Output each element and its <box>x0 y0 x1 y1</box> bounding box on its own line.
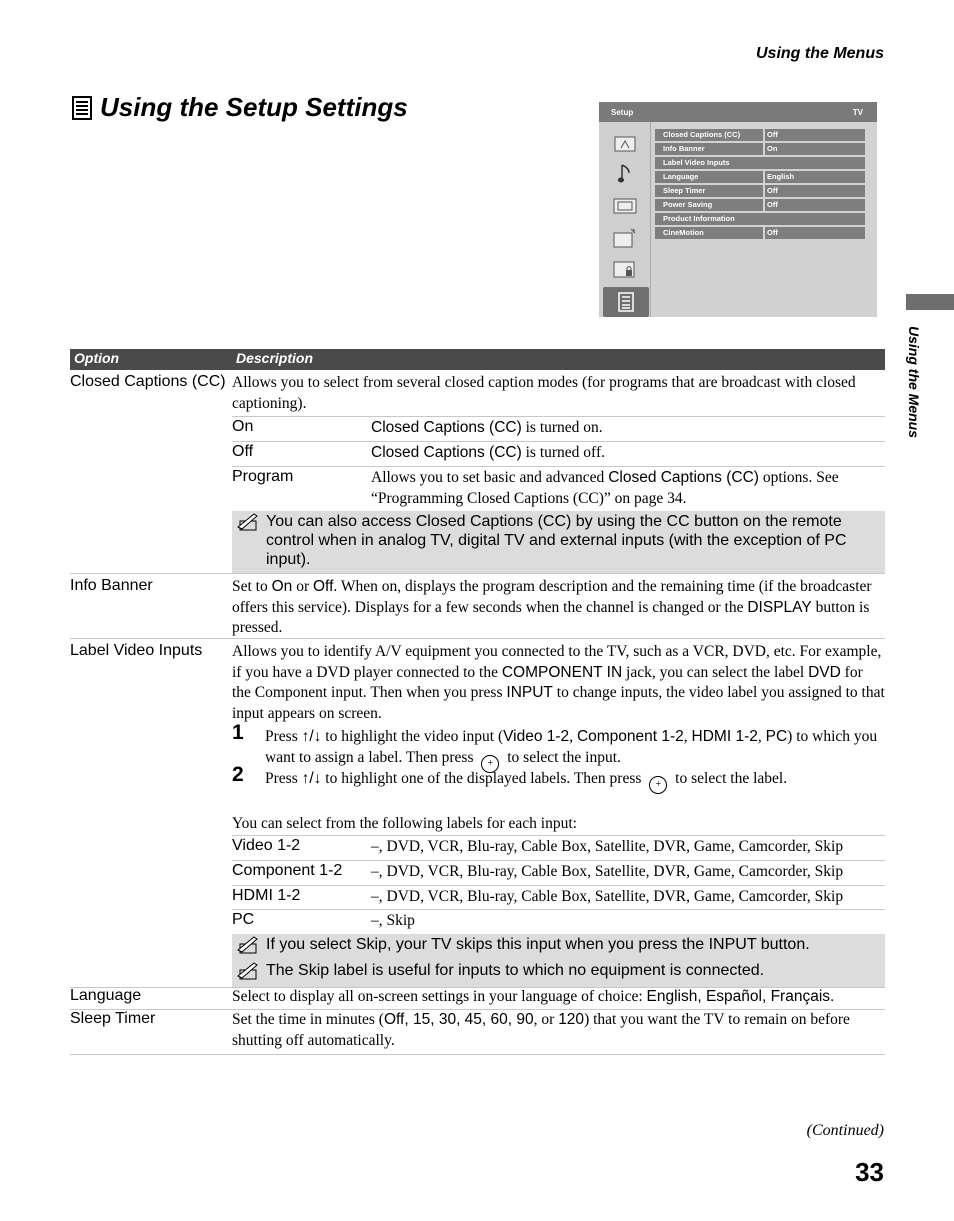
header-description: Description <box>236 350 314 366</box>
note-box <box>232 934 885 987</box>
table-row <box>70 639 885 988</box>
parental-lock-icon <box>607 256 643 284</box>
sub-value: Closed Captions (CC) is turned off. <box>371 444 605 461</box>
step-number: 1 <box>232 721 244 744</box>
page-number: 33 <box>855 1157 884 1187</box>
osd-row-value: On <box>767 144 778 153</box>
osd-row <box>655 157 865 169</box>
table-header <box>70 349 885 370</box>
side-tab-label: Using the Menus <box>906 326 922 439</box>
osd-row-label: Label Video Inputs <box>663 158 730 167</box>
setup-list-icon <box>72 96 92 120</box>
osd-header-input: TV <box>852 108 863 117</box>
osd-row-value: English <box>767 172 795 181</box>
osd-row <box>655 213 865 225</box>
option-label: Closed Captions (CC) <box>70 373 226 390</box>
osd-row-label: CineMotion <box>663 228 704 237</box>
sub-key: Off <box>232 443 254 460</box>
input-label-options: –, DVD, VCR, Blu-ray, Cable Box, Satellite, DVR, Game, Camcorder, Skip <box>371 838 844 855</box>
page-title-text: Using the Setup Settings <box>100 92 408 122</box>
osd-row-label: Closed Captions (CC) <box>663 130 741 139</box>
input-label-row <box>232 885 885 909</box>
enter-button-icon: + <box>481 755 499 773</box>
input-name: Video 1-2 <box>232 837 301 854</box>
note-text: If you select Skip, your TV skips this input when you press the INPUT button. <box>266 936 810 953</box>
input-label-row <box>232 860 885 885</box>
osd-row <box>655 185 865 197</box>
input-name: PC <box>232 911 255 928</box>
option-description: Select to display all on-screen settings in your language of choice: English, Español, Français. <box>232 988 835 1005</box>
step-text: Press ↑/↓ to highlight the video input (Video 1-2, Component 1-2, HDMI 1-2, PC) to which you want to assign a label. Then press + to select the input. <box>265 727 885 773</box>
osd-row <box>655 129 865 141</box>
table-row <box>70 988 885 1010</box>
setup-icon <box>603 287 649 317</box>
side-tab-bar <box>906 294 954 310</box>
note-pencil-icon <box>236 962 262 980</box>
picture-icon <box>607 130 643 158</box>
osd-header <box>599 102 877 122</box>
option-label: Label Video Inputs <box>70 642 203 659</box>
osd-row-value: Off <box>767 130 778 139</box>
sub-value: Closed Captions (CC) is turned on. <box>371 419 603 436</box>
option-label: Sleep Timer <box>70 1010 156 1027</box>
page-title <box>72 92 408 123</box>
osd-row-value: Off <box>767 200 778 209</box>
input-label-options: –, DVD, VCR, Blu-ray, Cable Box, Satellite, DVR, Game, Camcorder, Skip <box>371 888 844 905</box>
sound-icon <box>607 160 643 188</box>
osd-row <box>655 143 865 155</box>
sub-row <box>232 416 885 441</box>
sub-key: Program <box>232 468 294 485</box>
osd-category-column <box>599 122 651 317</box>
step-text: Press ↑/↓ to highlight one of the displayed labels. Then press + to select the label. <box>265 769 885 794</box>
channel-icon <box>607 224 643 252</box>
osd-header-title: Setup <box>611 108 634 117</box>
input-label-row <box>232 909 885 934</box>
input-name: HDMI 1-2 <box>232 887 301 904</box>
step-number: 2 <box>232 763 244 786</box>
option-description: Set the time in minutes (Off, 15, 30, 45, 60, 90, or 120) that you want the TV to remain on before shutting off automatically. <box>232 1011 850 1049</box>
osd-row-label: Info Banner <box>663 144 705 153</box>
osd-row-value: Off <box>767 228 778 237</box>
note-text: You can also access Closed Captions (CC) by using the CC button on the remote control when in analog TV, digital TV and external inputs (with the exception of PC input). <box>266 513 847 568</box>
header-option: Option <box>74 350 120 366</box>
osd-row <box>655 171 865 183</box>
input-label-options: –, DVD, VCR, Blu-ray, Cable Box, Satellite, DVR, Game, Camcorder, Skip <box>371 863 844 880</box>
osd-row-label: Language <box>663 172 699 181</box>
setup-menu-screenshot <box>599 102 877 317</box>
continued-note: (Continued) <box>806 1122 884 1139</box>
table-row <box>70 574 885 639</box>
labels-intro: You can select from the following labels for each input: <box>232 815 577 832</box>
note-box <box>232 511 885 573</box>
sub-value: Allows you to set basic and advanced Closed Captions (CC) options. See “Programming Closed Captions (CC)” on page 34. <box>371 469 839 507</box>
osd-row-label: Sleep Timer <box>663 186 706 195</box>
option-description: Set to On or Off. When on, displays the program description and the remaining time (if the broadcaster offers this service). Displays for a few seconds when the channel is changed or the DISPLAY button is pressed. <box>232 578 872 636</box>
input-label-options: –, Skip <box>371 912 415 929</box>
table-row <box>70 1010 885 1055</box>
osd-row-label: Product Information <box>663 214 735 223</box>
note-pencil-icon <box>236 936 262 954</box>
option-description: Allows you to select from several closed caption modes (for programs that are broadcast with closed captioning). <box>232 374 856 412</box>
option-description: Allows you to identify A/V equipment you connected to the TV, such as a VCR, DVD, etc. For example, if you have a DVD player connected to the COMPONENT IN jack, you can select the label DVD for the Component input. Then when you press INPUT to change inputs, the video label you assigned to that input appears on screen. <box>232 643 885 722</box>
option-label: Info Banner <box>70 577 153 594</box>
note-text: The Skip label is useful for inputs to which no equipment is connected. <box>266 962 765 979</box>
option-label: Language <box>70 987 142 1004</box>
sub-key: On <box>232 418 254 435</box>
input-name: Component 1-2 <box>232 862 343 879</box>
settings-table <box>70 349 885 1049</box>
osd-row <box>655 227 865 239</box>
enter-button-icon: + <box>649 776 667 794</box>
sub-row <box>232 466 885 510</box>
osd-row-value: Off <box>767 186 778 195</box>
screen-icon <box>607 192 643 220</box>
table-row <box>70 370 885 574</box>
osd-row-label: Power Saving <box>663 200 713 209</box>
sub-row <box>232 441 885 466</box>
osd-row <box>655 199 865 211</box>
input-label-row <box>232 835 885 860</box>
osd-menu-list <box>655 129 865 241</box>
note-pencil-icon <box>236 513 262 531</box>
running-header: Using the Menus <box>755 45 884 62</box>
